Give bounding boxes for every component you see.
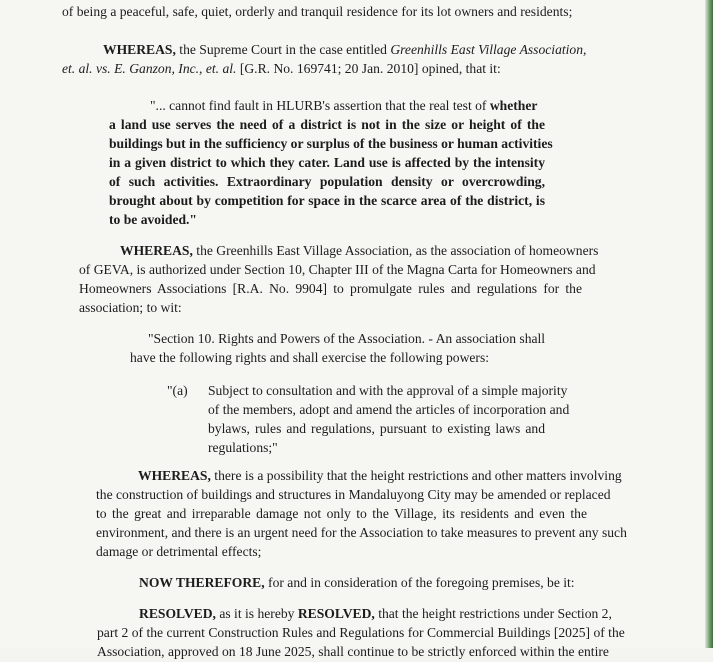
text-span: "... cannot find fault in HLURB's assertion that the real test of xyxy=(150,98,490,113)
text-line: environment, and there is an urgent need for the Association to take measures to prevent any such xyxy=(96,525,627,540)
resolved-keyword: RESOLVED, xyxy=(297,606,375,621)
text-span: as it is hereby xyxy=(215,606,298,621)
text-line: of being a peaceful, safe, quiet, orderly and tranquil residence for its lot owners and residents; xyxy=(62,4,573,19)
text-span: for and in consideration of the foregoing premises, be it: xyxy=(264,575,575,590)
text-span: the Supreme Court in the case entitled xyxy=(175,42,391,57)
whereas-clause-2 xyxy=(120,241,599,261)
text-line: Association, approved on 18 June 2025, shall continue to be strictly enforced within the entire xyxy=(97,644,609,659)
quote-line: brought about by competition for space in the scarce area of the district, is xyxy=(109,193,545,208)
quote-line: to be avoided." xyxy=(109,212,197,227)
quote-line: in a given district to which they cater. Land use is affected by the intensity xyxy=(109,155,545,170)
whereas-clause-3 xyxy=(138,466,622,486)
item-label: "(a) xyxy=(167,383,188,398)
resolved-keyword: RESOLVED, xyxy=(139,606,216,621)
text-span: there is a possibility that the height restrictions and other matters involving xyxy=(210,468,622,483)
text-line: association; to wit: xyxy=(79,300,182,315)
section-quote: have the following rights and shall exercise the following powers: xyxy=(130,350,490,365)
text-line: to the great and irreparable damage not only to the Village, its residents and even the xyxy=(96,506,587,521)
quote-line xyxy=(150,96,537,116)
now-therefore-clause xyxy=(139,573,575,593)
quote-line: a land use serves the need of a district is not in the size or height of the xyxy=(109,117,545,132)
text-line: Homeowners Associations [R.A. No. 9904] to promulgate rules and regulations for the xyxy=(79,281,582,296)
text-line: of GEVA, is authorized under Section 10, Chapter III of the Magna Carta for Homeowners and xyxy=(79,262,596,277)
item-line: of the members, adopt and amend the articles of incorporation and xyxy=(208,402,570,417)
section-quote: "Section 10. Rights and Powers of the Association. - An association shall xyxy=(148,331,546,346)
text-span: the Greenhills East Village Association, as the association of homeowners xyxy=(192,243,599,258)
text-span: [G.R. No. 169741; 20 Jan. 2010] opined, that it: xyxy=(236,61,501,76)
item-line: bylaws, rules and regulations, pursuant to existing laws and xyxy=(208,421,545,436)
quote-line: of such activities. Extraordinary population density or overcrowding, xyxy=(109,174,545,189)
text-line: the construction of buildings and structures in Mandaluyong City may be amended or replaced xyxy=(96,487,611,502)
case-title: Greenhills East Village Association, xyxy=(390,42,587,57)
text-span: that the height restrictions under Section 2, xyxy=(374,606,612,621)
item-line: regulations;" xyxy=(208,440,278,455)
case-title-cont: et. al. vs. E. Ganzon, Inc., et. al. xyxy=(62,61,237,76)
whereas-keyword: WHEREAS, xyxy=(103,42,176,57)
text-line: damage or detrimental effects; xyxy=(96,544,262,559)
text-span: whether xyxy=(489,98,538,113)
now-therefore-keyword: NOW THEREFORE, xyxy=(139,575,265,590)
whereas-clause-1-cont xyxy=(62,59,501,79)
resolved-clause xyxy=(139,604,612,624)
text-line: part 2 of the current Construction Rules and Regulations for Commercial Buildings [2025] of the xyxy=(97,625,625,640)
page-binding-edge xyxy=(705,0,713,648)
quote-line: buildings but in the sufficiency or surplus of the business or human activities xyxy=(109,136,553,151)
whereas-keyword: WHEREAS, xyxy=(120,243,193,258)
whereas-clause-1 xyxy=(103,40,586,60)
item-line: Subject to consultation and with the approval of a simple majority xyxy=(208,383,568,398)
whereas-keyword: WHEREAS, xyxy=(138,468,211,483)
